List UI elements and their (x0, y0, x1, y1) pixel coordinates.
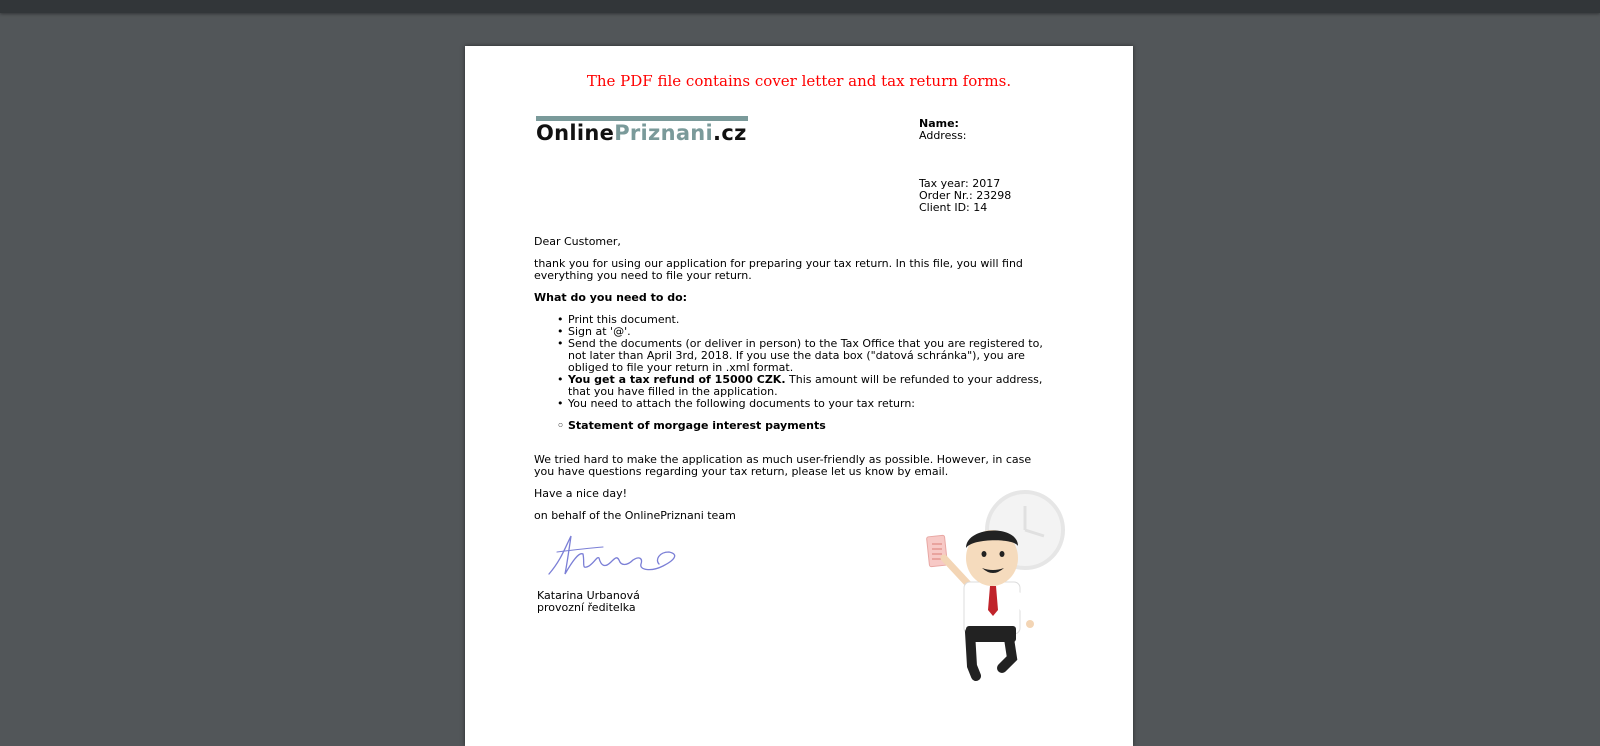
address-label: Address: (919, 129, 967, 142)
behalf-line: on behalf of the OnlinePriznani team (534, 509, 736, 522)
list-item (568, 374, 1054, 398)
signature-image (543, 530, 683, 590)
list-item: • Sign at '@'. (568, 326, 1054, 338)
attachment-list (534, 420, 1054, 432)
logo-part-domain: .cz (713, 121, 747, 145)
signer-block (537, 590, 640, 614)
list-item: • You need to attach the following documents to your tax return: (568, 398, 1054, 410)
attachment-item: ◦ Statement of morgage interest payments (568, 420, 1054, 432)
signer-title: provozní ředitelka (537, 601, 636, 614)
company-logo (536, 116, 748, 144)
logo-text (536, 121, 747, 145)
signer-name: Katarina Urbanová (537, 589, 640, 602)
tax-year: Tax year: 2017 (919, 177, 1001, 190)
todo-heading: What do you need to do: (534, 291, 688, 304)
client-id: Client ID: 14 (919, 201, 988, 214)
mascot-illustration (920, 486, 1080, 686)
logo-part-online: Online (536, 121, 615, 145)
viewer-toolbar (0, 0, 1600, 13)
nice-day: Have a nice day! (534, 487, 628, 500)
refund-amount: You get a tax refund of 15000 CZK. (568, 373, 786, 386)
name-label: Name: (919, 117, 959, 130)
order-number: Order Nr.: 23298 (919, 189, 1012, 202)
client-info (919, 118, 1011, 214)
greeting: Dear Customer, (534, 235, 621, 248)
pdf-notice: The PDF file contains cover letter and tax return forms. (586, 72, 1012, 90)
logo-part-priznani: Priznani (614, 121, 714, 145)
intro-paragraph: thank you for using our application for preparing your tax return. In this file, you will find everything you need to file your return. (534, 257, 1023, 282)
todo-list (534, 314, 1054, 410)
pdf-page (465, 46, 1133, 746)
list-item: • Send the documents (or deliver in person) to the Tax Office that you are registered to, not later than April 3rd, 2018. If you use the data box ("datová schránka"), you are obliged to file your return in .xml format. (568, 338, 1054, 374)
closing-paragraph: We tried hard to make the application as much user-friendly as possible. However, in case you have questions regarding your tax return, please let us know by email. (534, 453, 1032, 478)
refund-note: This amount will be refunded to your address, that you have filled in the application. (568, 373, 1043, 398)
list-item: • Print this document. (568, 314, 1054, 326)
